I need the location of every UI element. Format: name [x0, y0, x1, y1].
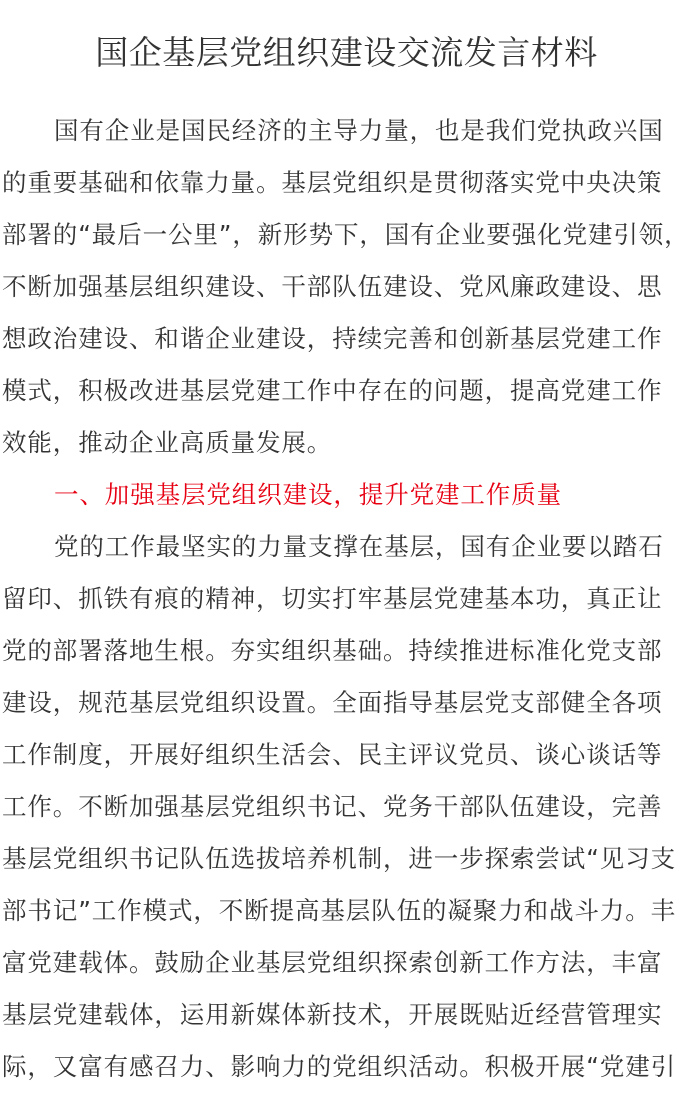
- document-title: 国企基层党组织建设交流发言材料: [95, 33, 598, 72]
- paragraph-2-line-4: 建设，规范基层党组织设置。全面指导基层党支部健全各项: [2, 688, 663, 717]
- paragraph-1-line-3: 部署的“最后一公里”，新形势下，国有企业要强化党建引领，: [2, 220, 690, 249]
- paragraph-1-line-7: 效能，推动企业高质量发展。: [2, 428, 333, 457]
- paragraph-2-line-3: 党的部署落地生根。夯实组织基础。持续推进标准化党支部: [2, 636, 663, 665]
- paragraph-2-line-11: 际，又富有感召力、影响力的党组织活动。积极开展“党建引: [2, 1052, 676, 1081]
- paragraph-2-line-10: 基层党建载体，运用新媒体新技术，开展既贴近经营管理实: [2, 1000, 663, 1029]
- paragraph-2-line-7: 基层党组织书记队伍选拔培养机制，进一步探索尝试“见习支: [2, 844, 676, 873]
- paragraph-2-line-8: 部书记”工作模式，不断提高基层队伍的凝聚力和战斗力。丰: [2, 896, 676, 925]
- paragraph-2-line-2: 留印、抓铁有痕的精神，切实打牢基层党建基本功，真正让: [2, 584, 663, 613]
- paragraph-1-line-4: 不断加强基层组织建设、干部队伍建设、党风廉政建设、思: [2, 272, 663, 301]
- paragraph-1-line-6: 模式，积极改进基层党建工作中存在的问题，提高党建工作: [2, 376, 663, 405]
- paragraph-2-line-1: 党的工作最坚实的力量支撑在基层，国有企业要以踏石: [54, 532, 664, 561]
- paragraph-2-line-6: 工作。不断加强基层党组织书记、党务干部队伍建设，完善: [2, 792, 663, 821]
- paragraph-1-line-5: 想政治建设、和谐企业建设，持续完善和创新基层党建工作: [2, 324, 663, 353]
- paragraph-1-line-2: 的重要基础和依靠力量。基层党组织是贯彻落实党中央决策: [2, 168, 663, 197]
- paragraph-2-line-9: 富党建载体。鼓励企业基层党组织探索创新工作方法，丰富: [2, 948, 663, 977]
- paragraph-1-line-1: 国有企业是国民经济的主导力量，也是我们党执政兴国: [54, 116, 664, 145]
- paragraph-2-line-5: 工作制度，开展好组织生活会、民主评议党员、谈心谈话等: [2, 740, 663, 769]
- section-heading-1: 一、加强基层党组织建设，提升党建工作质量: [54, 480, 562, 509]
